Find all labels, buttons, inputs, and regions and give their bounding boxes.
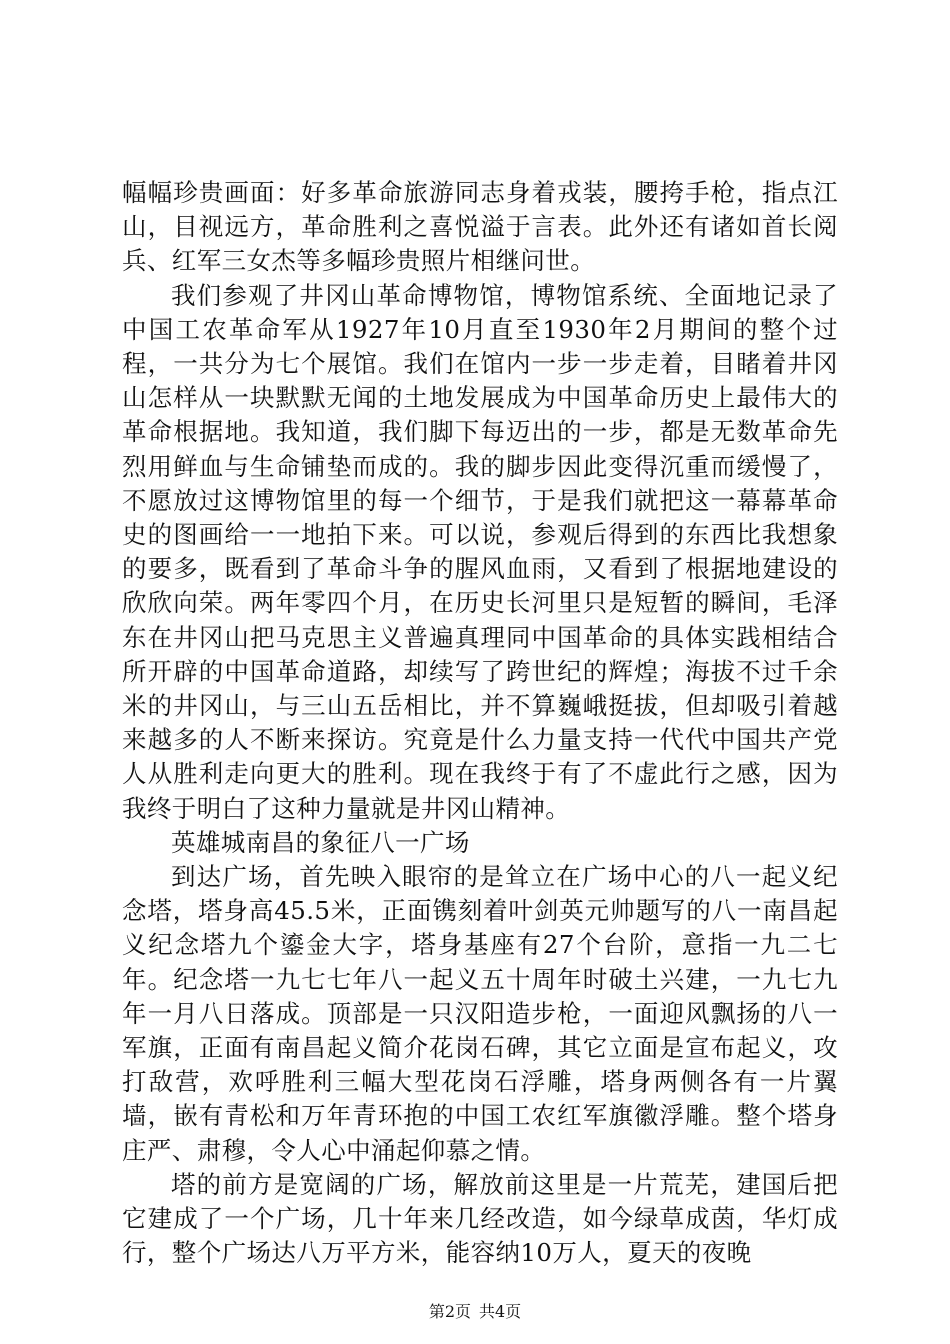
paragraph-3: 到达广场，首先映入眼帘的是耸立在广场中心的八一起义纪念塔，塔身高45.5米，正面镌刻着叶剑英元帅题写的八一南昌起义纪念塔九个鎏金大字，塔身基座有27个台阶，意指一九二七年。纪念塔一九七七年八一起义五十周年时破土兴建，一九七九年一月八日落成。顶部是一只汉阳造步枪，一面迎风飘扬的八一军旗，正面有南昌起义简介花岗石碑，其它立面是宣布起义，攻打敌营，欢呼胜利三幅大型花岗石浮雕，塔身两侧各有一片翼墙，嵌有青松和万年青环抱的中国工农红军旗徽浮雕。整个塔身庄严、肃穆，令人心中涌起仰慕之情。 bbox=[122, 862, 838, 1165]
document-body bbox=[122, 176, 838, 1271]
paragraph-4: 塔的前方是宽阔的广场，解放前这里是一片荒芜，建国后把它建成了一个广场，几十年来几经改造，如今绿草成茵，华灯成行，整个广场达八万平方米，能容纳10万人，夏天的夜晚 bbox=[122, 1169, 838, 1268]
page-total: 共4页 bbox=[479, 1302, 522, 1321]
paragraph-2: 我们参观了井冈山革命博物馆，博物馆系统、全面地记录了中国工农革命军从1927年10月直至1930年2月期间的整个过程，一共分为七个展馆。我们在馆内一步一步走着，目睹着井冈山怎样从一块默默无闻的土地发展成为中国革命历史上最伟大的革命根据地。我知道，我们脚下每迈出的一步，都是无数革命先烈用鲜血与生命铺垫而成的。我的脚步因此变得沉重而缓慢了，不愿放过这博物馆里的每一个细节，于是我们就把这一幕幕革命史的图画给一一地拍下来。可以说，参观后得到的东西比我想象的要多，既看到了革命斗争的腥风血雨，又看到了根据地建设的欣欣向荣。两年零四个月，在历史长河里只是短暂的瞬间，毛泽东在井冈山把马克思主义普遍真理同中国革命的具体实践相结合所开辟的中国革命道路，却续写了跨世纪的辉煌；海拔不过千余米的井冈山，与三山五岳相比，并不算巍峨挺拔，但却吸引着越来越多的人不断来探访。究竟是什么力量支持一代代中国共产党人从胜利走向更大的胜利。现在我终于有了不虚此行之感，因为我终于明白了这种力量就是井冈山精神。 bbox=[122, 280, 838, 823]
section-heading: 英雄城南昌的象征八一广场 bbox=[171, 827, 470, 857]
page-number: 第2页 bbox=[428, 1302, 471, 1321]
paragraph-1: 幅幅珍贵画面：好多革命旅游同志身着戎装，腰挎手枪，指点江山，目视远方，革命胜利之喜悦溢于言表。此外还有诸如首长阅兵、红军三女杰等多幅珍贵照片相继问世。 bbox=[122, 178, 838, 276]
page-footer bbox=[0, 1302, 950, 1322]
